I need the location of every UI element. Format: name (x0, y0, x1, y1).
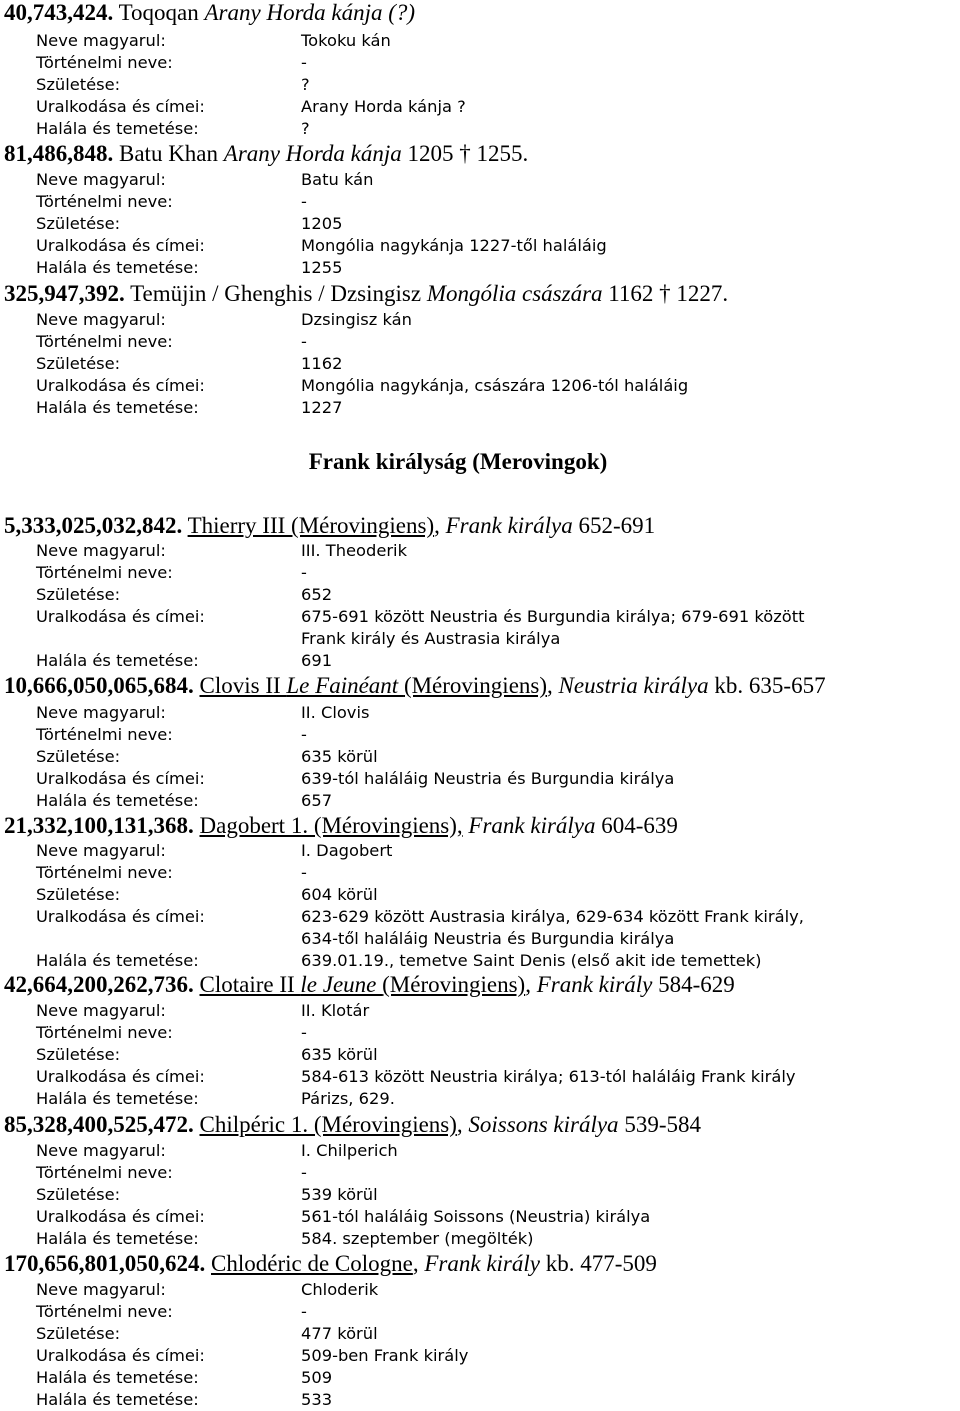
ancestor-number: 40,743,424. (4, 0, 114, 25)
ruler-name-link: Thierry III (Mérovingiens) (187, 513, 435, 538)
field-value: Tokoku kán (301, 31, 391, 50)
field-value: 1205 (301, 214, 343, 233)
field-label: Uralkodása és címei: (36, 1067, 205, 1086)
entry-heading (4, 1251, 657, 1277)
heading-text: , (525, 972, 537, 997)
field-value: 623-629 között Austrasia királya, 629-634 között Frank király, (301, 907, 804, 926)
ruler-title: Arany Horda kánja (223, 141, 402, 166)
field-label: Uralkodása és címei: (36, 1346, 205, 1365)
heading-text: 1205 † 1255. (401, 141, 529, 166)
field-label: Neve magyarul: (36, 170, 166, 189)
field-label: Születése: (36, 1324, 121, 1343)
field-value: 635 körül (301, 1045, 378, 1064)
field-value: I. Dagobert (301, 841, 393, 860)
ancestor-number: 21,332,100,131,368. (4, 813, 194, 838)
ancestor-number: 85,328,400,525,472. (4, 1112, 194, 1137)
ruler-name-link: Clotaire II (199, 972, 301, 997)
ancestor-number: 10,666,050,065,684. (4, 673, 194, 698)
field-label: Történelmi neve: (36, 1163, 173, 1182)
field-label: Uralkodása és címei: (36, 907, 205, 926)
heading-text: 604-639 (595, 813, 678, 838)
field-label: Halála és temetése: (36, 651, 199, 670)
field-value: Mongólia nagykánja 1227-től haláláig (301, 236, 607, 255)
field-value: 584. szeptember (megölték) (301, 1229, 534, 1248)
heading-text: , (434, 513, 446, 538)
ruler-title: Arany Horda kánja (?) (204, 0, 416, 25)
field-value: - (301, 1302, 307, 1321)
field-value: 635 körül (301, 747, 378, 766)
field-value: 657 (301, 791, 333, 810)
field-label: Neve magyarul: (36, 1280, 166, 1299)
ancestor-number: 81,486,848. (4, 141, 114, 166)
heading-text: 652-691 (572, 513, 656, 538)
field-label: Uralkodása és címei: (36, 607, 205, 626)
field-label: Születése: (36, 885, 121, 904)
entry-heading (4, 513, 655, 539)
ancestor-number: 5,333,025,032,842. (4, 513, 183, 538)
field-label: Neve magyarul: (36, 703, 166, 722)
heading-text: Temüjin / Ghenghis / Dzsingisz (124, 281, 427, 306)
field-value: Mongólia nagykánja, császára 1206-tól haláláig (301, 376, 689, 395)
field-label: Uralkodása és címei: (36, 97, 205, 116)
field-label: Születése: (36, 1045, 121, 1064)
heading-text: Batu Khan (113, 141, 224, 166)
field-value: Chloderik (301, 1280, 379, 1299)
ruler-name-link: Dagobert 1. (Mérovingiens), (199, 813, 463, 838)
field-label: Neve magyarul: (36, 841, 166, 860)
field-value: - (301, 863, 307, 882)
field-value: ? (301, 75, 310, 94)
entry-heading (4, 813, 678, 839)
heading-text: , (547, 673, 559, 698)
heading-text: 539-584 (618, 1112, 701, 1137)
field-value: 509 (301, 1368, 333, 1387)
heading-text: kb. 635-657 (708, 673, 826, 698)
heading-text: , (456, 1112, 469, 1137)
field-value: - (301, 563, 307, 582)
field-value: 604 körül (301, 885, 378, 904)
field-value: 639.01.19., temetve Saint Denis (első akit ide temettek) (301, 951, 762, 970)
ancestor-number: 42,664,200,262,736. (4, 972, 194, 997)
entry-heading (4, 281, 728, 307)
field-label: Történelmi neve: (36, 1023, 173, 1042)
ruler-title: Mongólia császára (426, 281, 603, 306)
ruler-title: Frank királya (445, 513, 573, 538)
heading-text: , (412, 1251, 425, 1276)
field-label: Születése: (36, 214, 121, 233)
field-value: 691 (301, 651, 333, 670)
field-label: Halála és temetése: (36, 258, 199, 277)
ruler-title: Neustria királya (558, 673, 709, 698)
field-label: Neve magyarul: (36, 1001, 166, 1020)
field-value: Arany Horda kánja ? (301, 97, 466, 116)
field-value: - (301, 53, 307, 72)
field-value: Batu kán (301, 170, 374, 189)
field-value: 634-től haláláig Neustria és Burgundia királya (301, 929, 675, 948)
field-value: 533 (301, 1390, 333, 1409)
field-label: Történelmi neve: (36, 863, 173, 882)
field-label: Neve magyarul: (36, 1141, 166, 1160)
field-value: 1162 (301, 354, 343, 373)
field-value: 584-613 között Neustria királya; 613-tól haláláig Frank király (301, 1067, 796, 1086)
field-value: - (301, 192, 307, 211)
ruler-name-link: (Mérovingiens) (403, 673, 548, 698)
field-label: Neve magyarul: (36, 310, 166, 329)
field-label: Történelmi neve: (36, 563, 173, 582)
field-label: Történelmi neve: (36, 53, 173, 72)
ruler-title: Frank király (424, 1251, 540, 1276)
ruler-title: Frank királya (468, 813, 596, 838)
field-label: Halála és temetése: (36, 1229, 199, 1248)
ruler-name-link: (Mérovingiens) (382, 972, 526, 997)
field-label: Születése: (36, 747, 121, 766)
field-label: Születése: (36, 354, 121, 373)
field-label: Neve magyarul: (36, 31, 166, 50)
ruler-name-link: Chilpéric 1. (Mérovingiens) (199, 1112, 457, 1137)
ruler-title: Soissons királya (468, 1112, 619, 1137)
section-title: Frank királyság (Merovingok) (308, 449, 608, 474)
field-label: Halála és temetése: (36, 951, 199, 970)
field-label: Uralkodása és címei: (36, 376, 205, 395)
field-value: I. Chilperich (301, 1141, 398, 1160)
field-label: Történelmi neve: (36, 725, 173, 744)
field-label: Uralkodása és címei: (36, 236, 205, 255)
field-value: 539 körül (301, 1185, 378, 1204)
field-value: ? (301, 119, 310, 138)
field-label: Történelmi neve: (36, 1302, 173, 1321)
field-label: Születése: (36, 1185, 121, 1204)
ruler-name-link: Chlodéric de Cologne (211, 1251, 413, 1276)
ruler-title: Frank király (536, 972, 653, 997)
entry-heading (4, 141, 528, 167)
field-value: 477 körül (301, 1324, 378, 1343)
field-label: Születése: (36, 585, 121, 604)
heading-text: 584-629 (652, 972, 735, 997)
field-value: Párizs, 629. (301, 1089, 395, 1108)
field-label: Uralkodása és címei: (36, 1207, 205, 1226)
field-label: Halála és temetése: (36, 791, 199, 810)
field-label: Halála és temetése: (36, 119, 199, 138)
entry-heading (4, 1112, 701, 1138)
ancestor-number: 170,656,801,050,624. (4, 1251, 206, 1276)
heading-text: 1162 † 1227. (602, 281, 729, 306)
field-value: 652 (301, 585, 333, 604)
entry-heading (4, 673, 826, 699)
field-label: Történelmi neve: (36, 192, 173, 211)
heading-text: kb. 477-509 (539, 1251, 657, 1276)
field-label: Neve magyarul: (36, 541, 166, 560)
field-value: - (301, 1023, 307, 1042)
field-label: Uralkodása és címei: (36, 769, 205, 788)
field-value: II. Clovis (301, 703, 370, 722)
field-label: Történelmi neve: (36, 332, 173, 351)
field-value: 639-tól haláláig Neustria és Burgundia királya (301, 769, 675, 788)
entry-heading (4, 0, 415, 26)
field-value: Frank király és Austrasia királya (301, 629, 561, 648)
field-value: 561-tól haláláig Soissons (Neustria) királya (301, 1207, 651, 1226)
field-label: Halála és temetése: (36, 1089, 199, 1108)
entry-heading (4, 972, 735, 998)
ruler-name-link: le Jeune (300, 972, 383, 997)
field-label: Születése: (36, 75, 121, 94)
field-value: II. Klotár (301, 1001, 370, 1020)
field-value: Dzsingisz kán (301, 310, 412, 329)
field-value: 1227 (301, 398, 343, 417)
field-label: Halála és temetése: (36, 1390, 199, 1409)
field-value: - (301, 332, 307, 351)
ancestor-number: 325,947,392. (4, 281, 125, 306)
field-value: 1255 (301, 258, 343, 277)
field-label: Halála és temetése: (36, 398, 199, 417)
field-label: Halála és temetése: (36, 1368, 199, 1387)
ruler-name-link: Le Fainéant (286, 673, 404, 698)
field-value: 509-ben Frank király (301, 1346, 469, 1365)
ruler-name-link: Clovis II (199, 673, 287, 698)
field-value: 675-691 között Neustria és Burgundia királya; 679-691 között (301, 607, 805, 626)
field-value: III. Theoderik (301, 541, 407, 560)
field-value: - (301, 725, 307, 744)
heading-text: Toqoqan (113, 0, 205, 25)
field-value: - (301, 1163, 307, 1182)
